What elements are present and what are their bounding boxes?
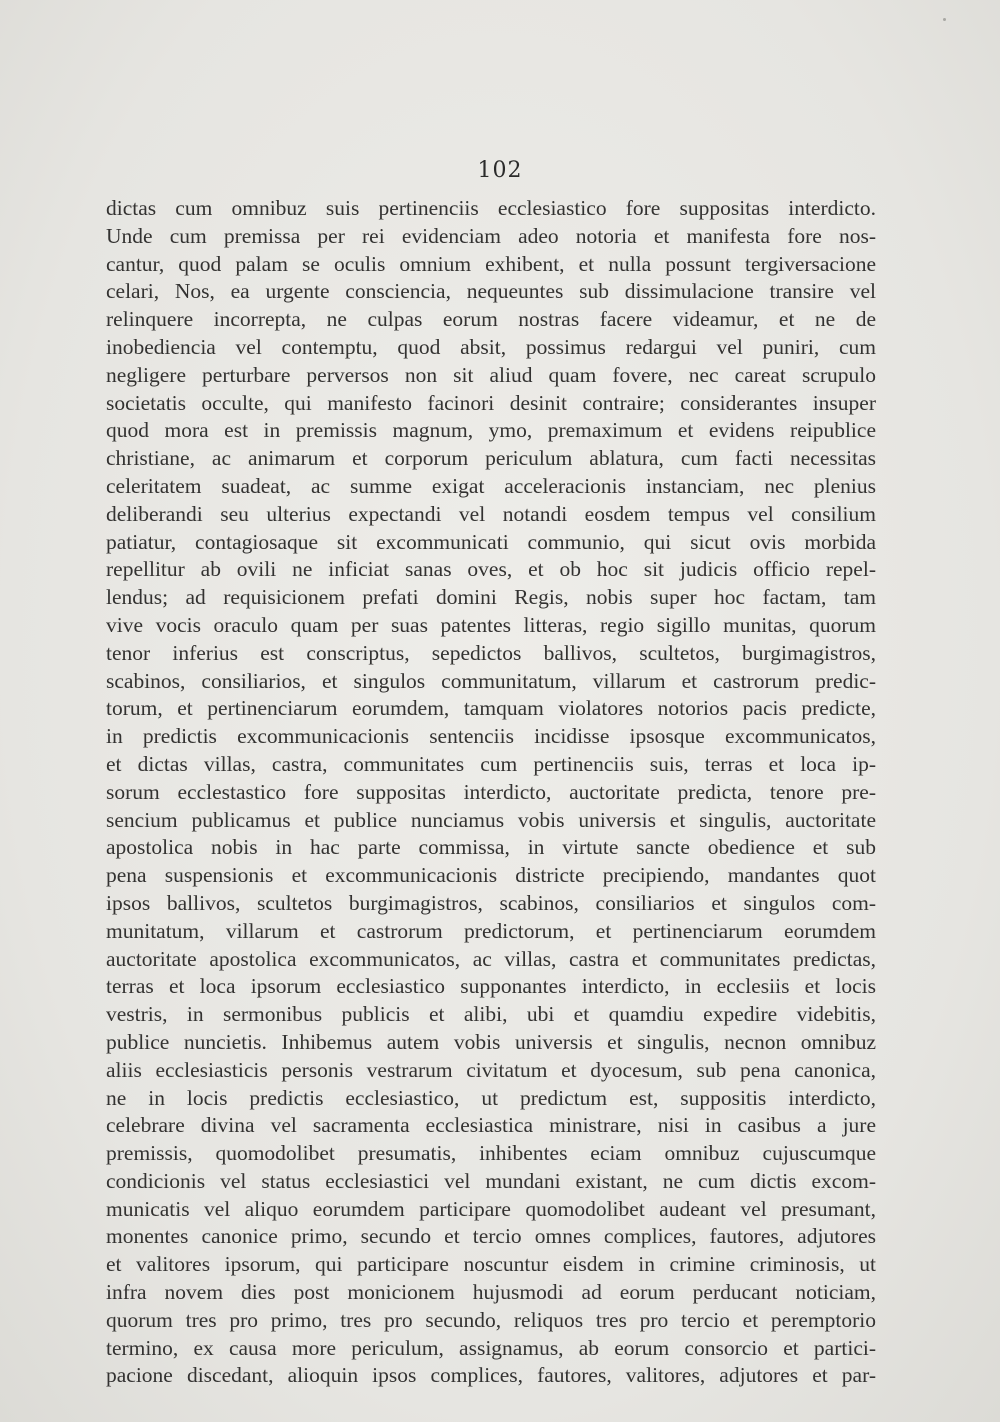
text-line: lendus; ad requisicionem prefati domini Regis, nobis super hoc factam, tam bbox=[106, 585, 876, 610]
paper-speck bbox=[943, 18, 946, 21]
text-line: repellitur ab ovili ne inficiat sanas oves, et ob hoc sit judicis officio repel- bbox=[106, 557, 876, 582]
text-line: quod mora est in premissis magnum, ymo, premaximum et evidens reipublice bbox=[106, 418, 876, 443]
body-text bbox=[106, 195, 876, 1390]
text-line: Unde cum premissa per rei evidenciam adeo notoria et manifesta fore nos- bbox=[106, 223, 876, 248]
text-line: pena suspensionis et excommunicacionis districte precipiendo, mandantes quot bbox=[106, 863, 876, 888]
text-line: patiatur, contagiosaque sit excommunicati communio, qui sicut ovis morbida bbox=[106, 529, 876, 554]
text-line: in predictis excommunicacionis sentenciis incidisse ipsosque excommunicatos, bbox=[106, 724, 876, 749]
text-line: scabinos, consiliarios, et singulos communitatum, villarum et castrorum predic- bbox=[106, 668, 876, 693]
text-line: munitatum, villarum et castrorum predictorum, et pertinenciarum eorumdem bbox=[106, 918, 876, 943]
text-line: sorum ecclestastico fore suppositas interdicto, auctoritate predicta, tenore pre- bbox=[106, 779, 876, 804]
text-line: apostolica nobis in hac parte commissa, in virtute sancte obedience et sub bbox=[106, 835, 876, 860]
text-line: tenor inferius est conscriptus, sepedictos ballivos, scultetos, burgimagistros, bbox=[106, 640, 876, 665]
text-line: aliis ecclesiasticis personis vestrarum civitatum et dyocesum, sub pena canonica, bbox=[106, 1057, 876, 1082]
page-number: 102 bbox=[477, 158, 523, 183]
text-line: celari, Nos, ea urgente consciencia, nequeuntes sub dissimulacione transire vel bbox=[106, 279, 876, 304]
text-line: ne in locis predictis ecclesiastico, ut predictum est, suppositis interdicto, bbox=[106, 1085, 876, 1110]
text-line: ipsos ballivos, scultetos burgimagistros, scabinos, consiliarios et singulos com- bbox=[106, 890, 876, 915]
text-line: vestris, in sermonibus publicis et alibi, ubi et quamdiu expedire videbitis, bbox=[106, 1002, 876, 1027]
text-line: pacione discedant, alioquin ipsos complices, fautores, valitores, adjutores et par- bbox=[106, 1363, 876, 1388]
text-line: christiane, ac animarum et corporum periculum ablatura, cum facti necessitas bbox=[106, 446, 876, 471]
text-line: premissis, quomodolibet presumatis, inhibentes eciam omnibuz cujuscumque bbox=[106, 1141, 876, 1166]
text-line: deliberandi seu ulterius expectandi vel notandi eosdem tempus vel consilium bbox=[106, 501, 876, 526]
text-line: cantur, quod palam se oculis omnium exhibent, et nulla possunt tergiversacione bbox=[106, 251, 876, 276]
text-line: terras et loca ipsorum ecclesiastico supponantes interdicto, in ecclesiis et locis bbox=[106, 974, 876, 999]
text-line: infra novem dies post monicionem hujusmodi ad eorum perducant noticiam, bbox=[106, 1280, 876, 1305]
text-line: publice nuncietis. Inhibemus autem vobis universis et singulis, necnon omnibuz bbox=[106, 1029, 876, 1054]
text-line: relinquere incorrepta, ne culpas eorum nostras facere videamur, et ne de bbox=[106, 307, 876, 332]
text-line: negligere perturbare perversos non sit aliud quam fovere, nec careat scrupulo bbox=[106, 362, 876, 387]
text-line: inobediencia vel contemptu, quod absit, possimus redargui vel puniri, cum bbox=[106, 334, 876, 359]
text-line: sencium publicamus et publice nunciamus vobis universis et singulis, auctoritate bbox=[106, 807, 876, 832]
text-line: et valitores ipsorum, qui participare noscuntur eisdem in crimine criminosis, ut bbox=[106, 1252, 876, 1277]
text-line: societatis occulte, qui manifesto facinori desinit contraire; considerantes insuper bbox=[106, 390, 876, 415]
text-line: auctoritate apostolica excommunicatos, ac villas, castra et communitates predictas, bbox=[106, 946, 876, 971]
text-line: condicionis vel status ecclesiastici vel mundani existant, ne cum dictis excom- bbox=[106, 1168, 876, 1193]
text-line: et dictas villas, castra, communitates cum pertinenciis suis, terras et loca ip- bbox=[106, 751, 876, 776]
text-line: quorum tres pro primo, tres pro secundo, reliquos tres pro tercio et peremptorio bbox=[106, 1307, 876, 1332]
text-line: dictas cum omnibuz suis pertinenciis ecclesiastico fore suppositas interdicto. bbox=[106, 196, 876, 220]
text-line: municatis vel aliquo eorumdem participare quomodolibet audeant vel presumant, bbox=[106, 1196, 876, 1221]
text-line: torum, et pertinenciarum eorumdem, tamquam violatores notorios pacis predicte, bbox=[106, 696, 876, 721]
text-line: monentes canonice primo, secundo et tercio omnes complices, fautores, adjutores bbox=[106, 1224, 876, 1249]
text-line: celeritatem suadeat, ac summe exigat acceleracionis instanciam, nec plenius bbox=[106, 473, 876, 498]
text-line: termino, ex causa more periculum, assignamus, ab eorum consorcio et partici- bbox=[106, 1335, 876, 1360]
text-line: vive vocis oraculo quam per suas patentes litteras, regio sigillo munitas, quorum bbox=[106, 612, 876, 637]
text-line: celebrare divina vel sacramenta ecclesiastica ministrare, nisi in casibus a jure bbox=[106, 1113, 876, 1138]
